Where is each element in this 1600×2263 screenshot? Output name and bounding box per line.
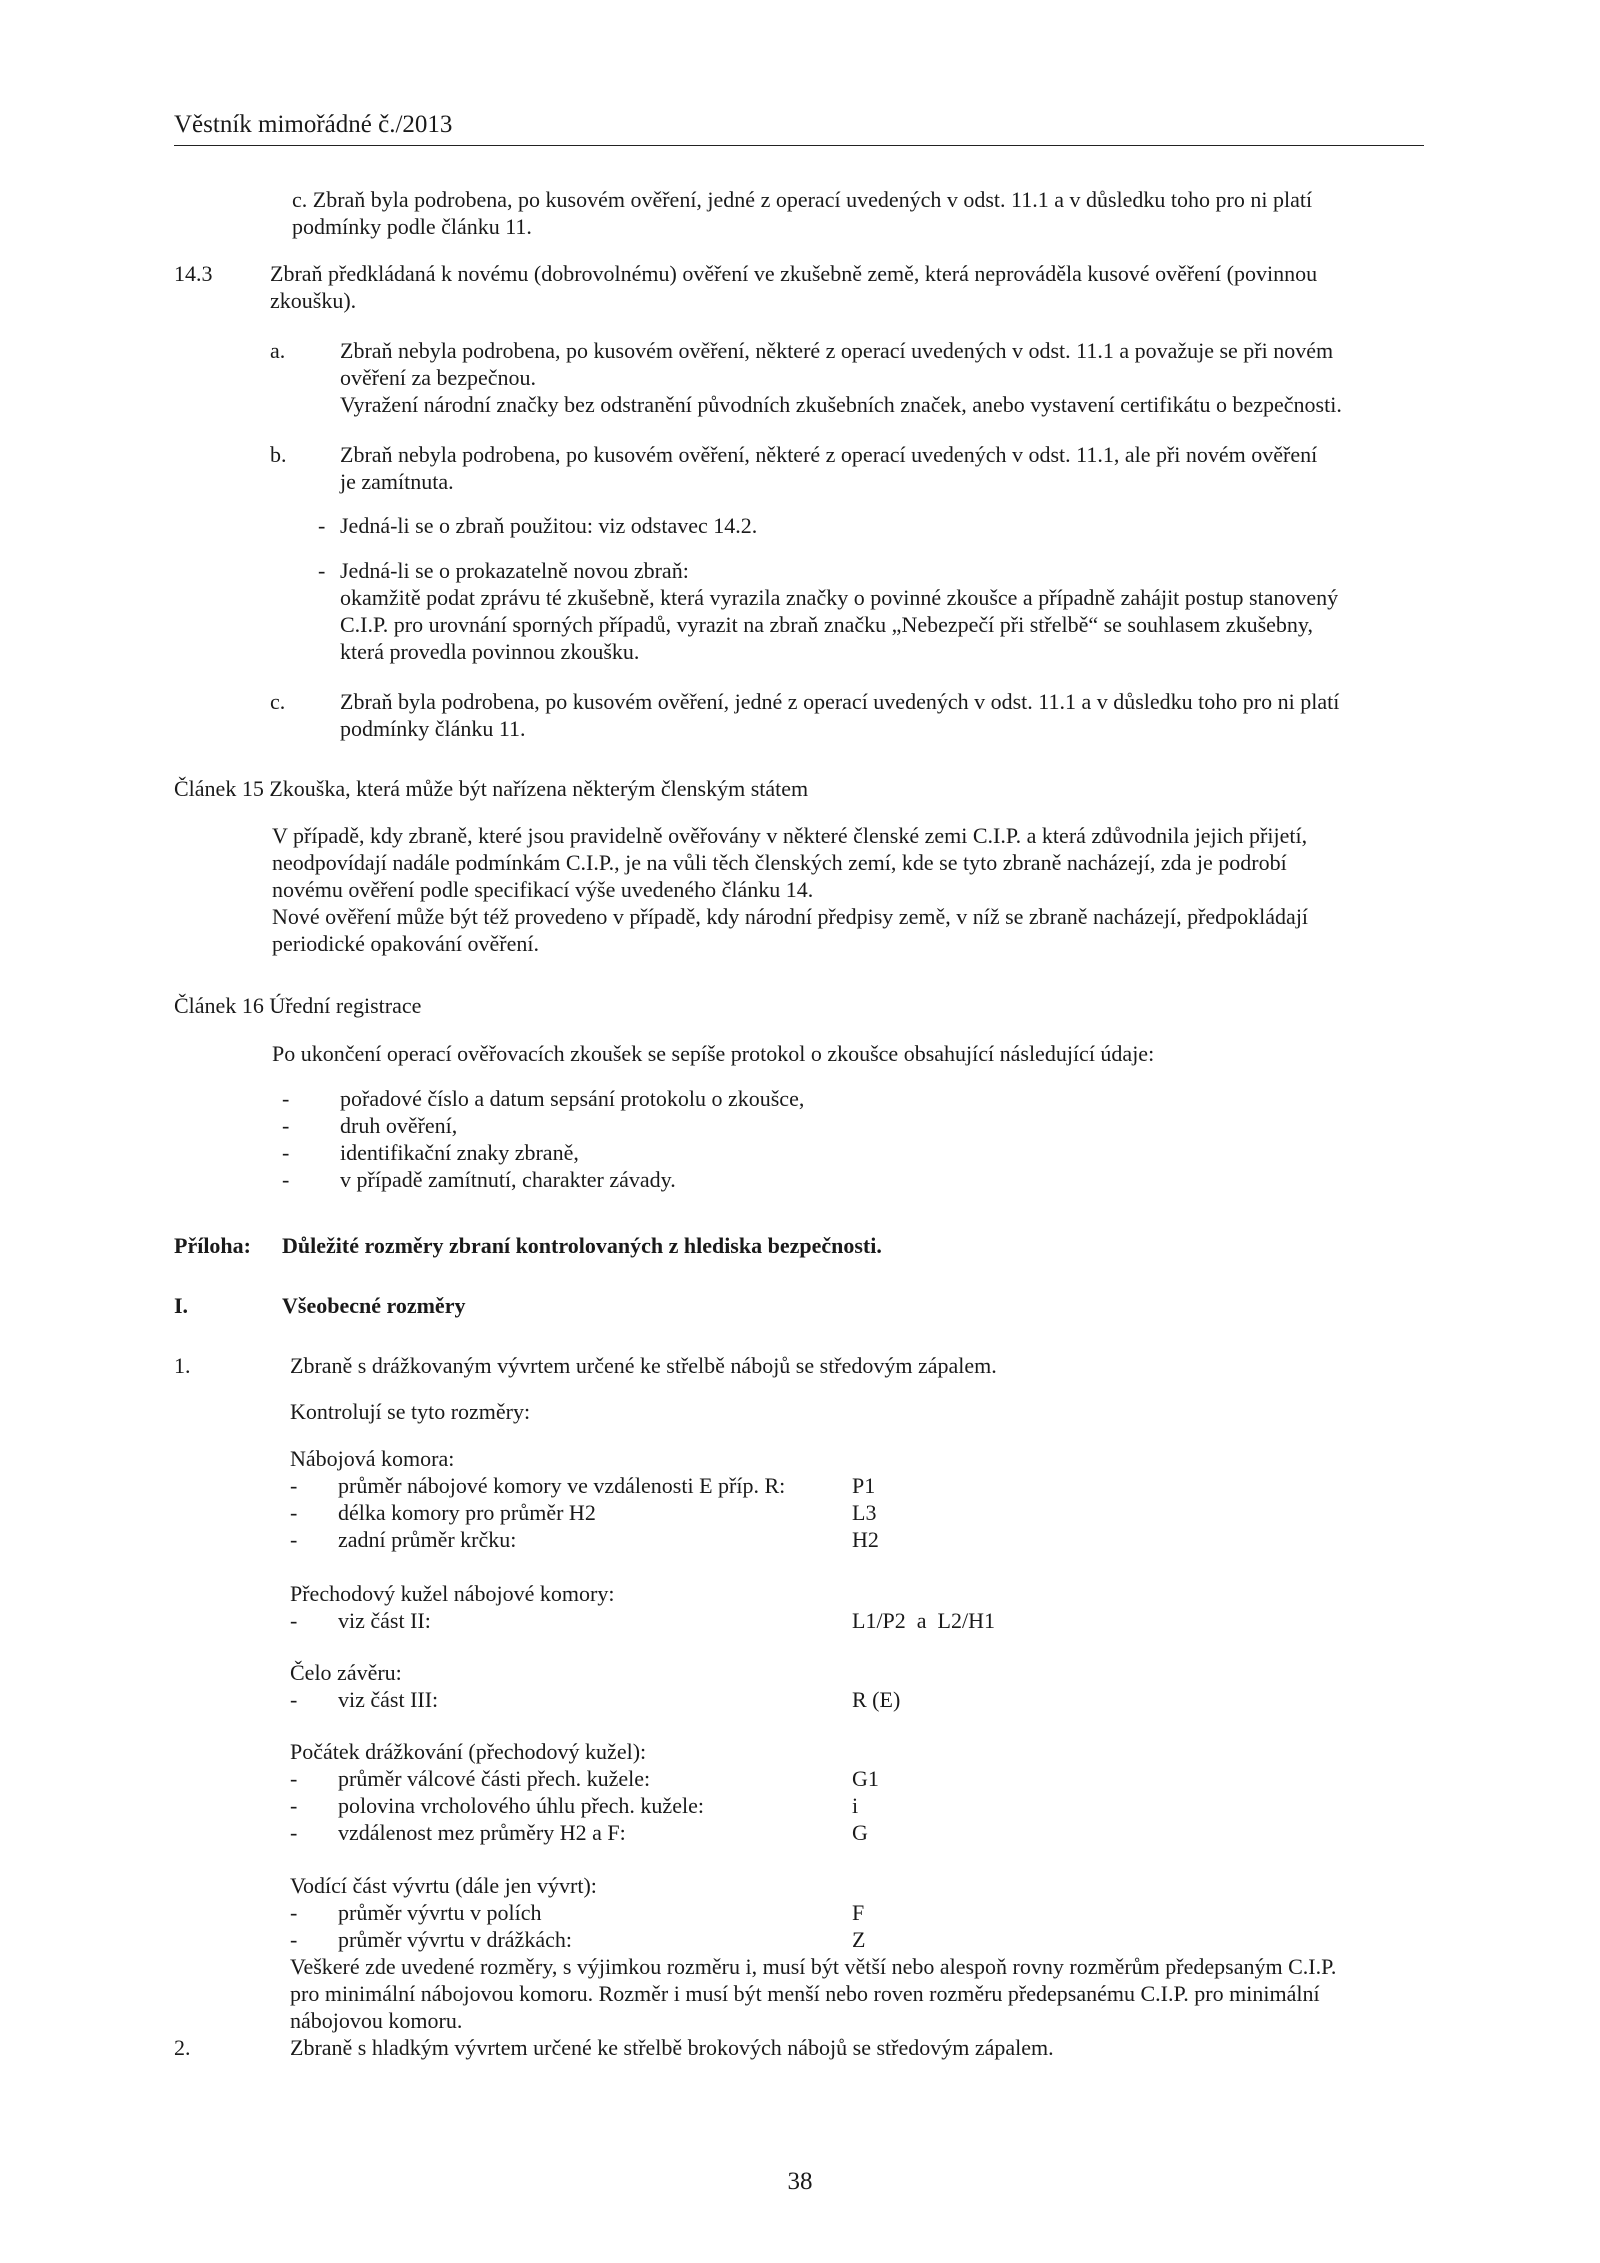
dimension-row <box>290 1499 1190 1526</box>
list-item-mark: - <box>282 1140 290 1165</box>
header-rule <box>174 145 1424 146</box>
row-label: zadní průměr krčku: <box>338 1527 517 1552</box>
row-code: L1/P2 a L2/H1 <box>852 1608 995 1633</box>
item-b-text <box>340 441 1424 495</box>
item-1-note-line3: nábojovou komoru. <box>290 2008 463 2033</box>
item-1-note <box>290 1953 1424 2034</box>
dimension-row <box>290 1765 1190 1792</box>
row-mark: - <box>290 1900 298 1925</box>
top-item-c <box>292 186 1424 240</box>
annex-title: Důležité rozměry zbraní kontrolovaných z hlediska bezpečnosti. <box>282 1233 882 1258</box>
row-label: délka komory pro průměr H2 <box>338 1500 596 1525</box>
item-c-text <box>340 688 1424 742</box>
item-c-line2: podmínky článku 11. <box>340 716 526 741</box>
item-b-letter: b. <box>270 442 287 467</box>
page-number: 38 <box>787 2168 813 2195</box>
row-mark: - <box>290 1527 298 1552</box>
article-15-line5: periodické opakování ověření. <box>272 931 539 956</box>
item-1-title: Zbraně s drážkovaným vývrtem určené ke střelbě nábojů se středovým zápalem. <box>290 1353 997 1378</box>
dimension-row <box>290 1926 1190 1953</box>
row-mark: - <box>290 1500 298 1525</box>
dimension-group-rifling-start <box>290 1738 1190 1846</box>
row-mark: - <box>290 1473 298 1498</box>
row-code: H2 <box>852 1527 879 1552</box>
item-1-controlled: Kontrolují se tyto rozměry: <box>290 1399 531 1424</box>
article-15-line3: novému ověření podle specifikací výše uvedeného článku 14. <box>272 877 814 902</box>
section-14-3-line2: zkoušku). <box>270 288 357 313</box>
dimension-group-transition-cone <box>290 1580 1190 1634</box>
running-header: Věstník mimořádné č./2013 <box>174 111 453 138</box>
group-heading: Nábojová komora: <box>290 1446 455 1471</box>
row-mark: - <box>290 1820 298 1845</box>
row-code: Z <box>852 1927 866 1952</box>
list-item-mark: - <box>282 1086 290 1111</box>
item-a-letter: a. <box>270 338 286 363</box>
list-item-text: pořadové číslo a datum sepsání protokolu o zkoušce, <box>340 1086 805 1111</box>
row-code: F <box>852 1900 865 1925</box>
row-label: polovina vrcholového úhlu přech. kužele: <box>338 1793 704 1818</box>
list-item-mark: - <box>282 1167 290 1192</box>
article-15-heading: Článek 15 Zkouška, která může být nařízena některým členským státem <box>174 776 809 801</box>
row-label: průměr válcové části přech. kužele: <box>338 1766 651 1791</box>
item-a-text <box>340 337 1424 418</box>
row-code: L3 <box>852 1500 877 1525</box>
row-mark: - <box>290 1793 298 1818</box>
section-14-3-line1: Zbraň předkládaná k novému (dobrovolnému) ověření ve zkušebně země, která neprováděla kusové ověření (povinnou <box>270 261 1318 286</box>
section-14-3-text <box>270 260 1424 314</box>
list-item <box>282 1112 1282 1139</box>
article-16-heading: Článek 16 Úřední registrace <box>174 993 422 1018</box>
item-a-line2: ověření za bezpečnou. <box>340 365 537 390</box>
item-a-line1: Zbraň nebyla podrobena, po kusovém ověření, některé z operací uvedených v odst. 11.1 a považuje se při novém <box>340 338 1334 363</box>
list-item-text: identifikační znaky zbraně, <box>340 1140 579 1165</box>
item-b-dash2-line4: která provedla povinnou zkoušku. <box>340 639 640 664</box>
dimension-group-breech-face <box>290 1659 1190 1713</box>
item-b-dash2-line3: C.I.P. pro urovnání sporných případů, vyrazit na zbraň značku „Nebezpečí při střelbě“ se souhlasem zkušebny, <box>340 612 1313 637</box>
list-item <box>282 1085 1282 1112</box>
item-c-line1: Zbraň byla podrobena, po kusovém ověření, jedné z operací uvedených v odst. 11.1 a v důsledku toho pro ni platí <box>340 689 1340 714</box>
row-code: G <box>852 1820 868 1845</box>
row-label: průměr vývrtu v polích <box>338 1900 542 1925</box>
dimension-row <box>290 1526 1190 1553</box>
section-i-number: I. <box>174 1293 189 1318</box>
group-heading: Počátek drážkování (přechodový kužel): <box>290 1739 647 1764</box>
list-item <box>282 1166 1282 1193</box>
item-b-dash1-mark: - <box>318 513 326 538</box>
article-15-line2: neodpovídají nadále podmínkám C.I.P., je na vůli těch členských zemí, kde se tyto zbraně nacházejí, zda je podrobí <box>272 850 1287 875</box>
item-1-note-line2: pro minimální nábojovou komoru. Rozměr i musí být menší nebo roven rozměru předepsanému C.I.P. pro minimální <box>290 1981 1320 2006</box>
row-code: R (E) <box>852 1687 901 1712</box>
row-mark: - <box>290 1766 298 1791</box>
article-15-body <box>272 822 1424 957</box>
article-16-intro: Po ukončení operací ověřovacích zkoušek se sepíše protokol o zkoušce obsahující následující údaje: <box>272 1041 1155 1066</box>
list-item-text: v případě zamítnutí, charakter závady. <box>340 1167 676 1192</box>
article-15-line1: V případě, kdy zbraně, které jsou pravidelně ověřovány v některé členské zemi C.I.P. a která zdůvodnila jejich přijetí, <box>272 823 1308 848</box>
item-2-number: 2. <box>174 2035 191 2060</box>
item-b-dash2-text <box>340 557 1424 665</box>
list-item-mark: - <box>282 1113 290 1138</box>
article-16-list <box>282 1085 1282 1193</box>
item-b-dash2-line2: okamžitě podat zprávu té zkušebně, která vyrazila značky o povinné zkoušce a případně zahájit postup stanovený <box>340 585 1339 610</box>
dimension-row <box>290 1792 1190 1819</box>
row-code: G1 <box>852 1766 879 1791</box>
list-item-text: druh ověření, <box>340 1113 458 1138</box>
row-label: viz část II: <box>338 1608 431 1633</box>
row-mark: - <box>290 1927 298 1952</box>
dimension-row <box>290 1686 1190 1713</box>
dimension-row <box>290 1819 1190 1846</box>
item-b-dash2-mark: - <box>318 558 326 583</box>
row-label: průměr nábojové komory ve vzdálenosti E příp. R: <box>338 1473 786 1498</box>
group-heading: Vodící část vývrtu (dále jen vývrt): <box>290 1873 597 1898</box>
row-label: viz část III: <box>338 1687 439 1712</box>
row-mark: - <box>290 1608 298 1633</box>
row-code: i <box>852 1793 859 1818</box>
row-label: vzdálenost mez průměry H2 a F: <box>338 1820 626 1845</box>
item-b-dash2-line1: Jedná-li se o prokazatelně novou zbraň: <box>340 558 689 583</box>
item-b-line1: Zbraň nebyla podrobena, po kusovém ověření, některé z operací uvedených v odst. 11.1, ale při novém ověření <box>340 442 1318 467</box>
item-b-line2: je zamítnuta. <box>340 469 454 494</box>
item-b-dash1-text: Jedná-li se o zbraň použitou: viz odstavec 14.2. <box>340 513 758 538</box>
item-2-title: Zbraně s hladkým vývrtem určené ke střelbě brokových nábojů se středovým zápalem. <box>290 2035 1054 2060</box>
annex-label: Příloha: <box>174 1233 251 1258</box>
list-item <box>282 1139 1282 1166</box>
dimension-group-chamber <box>290 1445 1190 1553</box>
item-c-letter: c. <box>270 689 286 714</box>
row-label: průměr vývrtu v drážkách: <box>338 1927 572 1952</box>
dimension-row <box>290 1472 1190 1499</box>
item-1-number: 1. <box>174 1353 191 1378</box>
item-a-line3: Vyražení národní značky bez odstranění původních zkušebních značek, anebo vystavení certifikátu o bezpečnosti. <box>340 392 1342 417</box>
row-code: P1 <box>852 1473 876 1498</box>
top-item-c-line1: c. Zbraň byla podrobena, po kusovém ověření, jedné z operací uvedených v odst. 11.1 a v důsledku toho pro ni platí <box>292 187 1313 212</box>
article-15-line4: Nové ověření může být též provedeno v případě, kdy národní předpisy země, v níž se zbraně nacházejí, předpokládají <box>272 904 1309 929</box>
dimension-row <box>290 1607 1190 1634</box>
item-1-note-line1: Veškeré zde uvedené rozměry, s výjimkou rozměru i, musí být větší nebo alespoň rovny rozměrům předepsaným C.I.P. <box>290 1954 1337 1979</box>
section-14-3-number: 14.3 <box>174 261 213 286</box>
top-item-c-line2: podmínky podle článku 11. <box>292 214 532 239</box>
section-i-title: Všeobecné rozměry <box>282 1293 466 1318</box>
group-heading: Čelo závěru: <box>290 1660 402 1685</box>
dimension-row <box>290 1899 1190 1926</box>
row-mark: - <box>290 1687 298 1712</box>
group-heading: Přechodový kužel nábojové komory: <box>290 1581 615 1606</box>
dimension-group-bore <box>290 1872 1190 1953</box>
